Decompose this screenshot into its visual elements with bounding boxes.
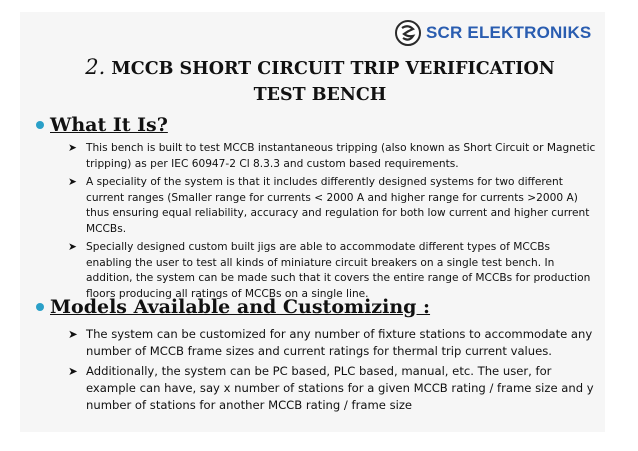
logo-text: SCR ELEKTRONIKS xyxy=(426,23,592,42)
title-line-1: MCCB SHORT CIRCUIT TRIP VERIFICATION xyxy=(111,59,555,79)
models-list xyxy=(64,326,598,417)
section-heading-text: What It Is? xyxy=(50,114,168,136)
scr-logo-icon xyxy=(395,20,421,46)
arrow-bullet-icon: ➤ xyxy=(68,142,77,154)
list-item: ➤ This bench is built to test MCCB instantaneous tripping (also known as Short Circuit or Magnetic tripping) as per IEC 60947-2 Cl 8.3.3 and custom based requirements. xyxy=(68,142,596,170)
page-title xyxy=(40,54,600,108)
title-number: 2. xyxy=(85,55,106,79)
company-logo xyxy=(395,18,605,48)
list-item: ➤ Specially designed custom built jigs are able to accommodate different types of MCCBs enabling the user to test all kinds of miniature circuit breakers on a single test bench. In addition, the system can be made such that it covers the entire range of MCCBs for production floors producing all ratings of MCCBs on a single line. xyxy=(68,241,591,300)
section-heading-text: Models Available and Customizing : xyxy=(50,296,431,318)
arrow-bullet-icon: ➤ xyxy=(68,176,77,188)
section-heading-models xyxy=(36,296,430,318)
section-heading-what-it-is xyxy=(36,114,168,136)
bullet-dot-icon xyxy=(36,121,44,129)
title-line-2: TEST BENCH xyxy=(253,85,387,105)
arrow-bullet-icon: ➤ xyxy=(68,364,78,378)
list-item: ➤ A speciality of the system is that it includes differently designed systems for two different current ranges (Smaller range for currents < 2000 A and higher range for currents >2000 A) thus ensuring equal reliability, accuracy and regulation for both low current and higher current MCCBs. xyxy=(68,176,590,235)
list-item: ➤ The system can be customized for any number of fixture stations to accommodate any number of MCCB frame sizes and current ratings for thermal trip current values. xyxy=(68,327,593,358)
bullet-dot-icon xyxy=(36,303,44,311)
arrow-bullet-icon: ➤ xyxy=(68,241,77,253)
list-item: ➤ Additionally, the system can be PC based, PLC based, manual, etc. The user, for example can have, say x number of stations for a given MCCB rating / frame size and y number of stations for another MCCB rating / frame size xyxy=(68,364,594,412)
arrow-bullet-icon: ➤ xyxy=(68,327,78,341)
what-it-is-list xyxy=(64,141,598,305)
